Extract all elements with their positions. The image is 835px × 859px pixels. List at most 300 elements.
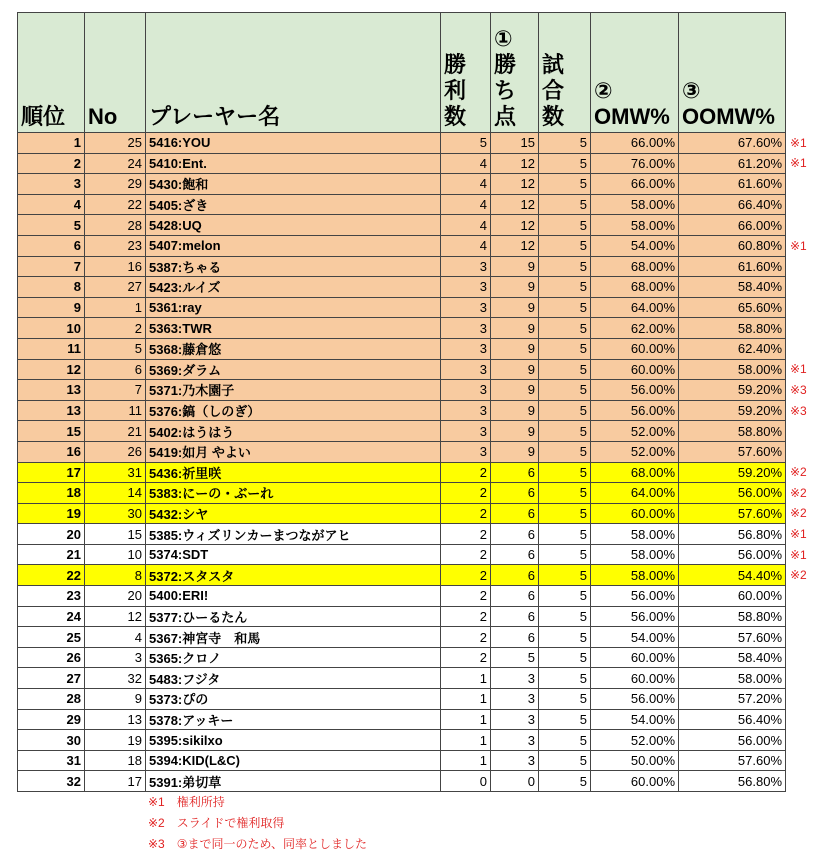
cell-matches: 5: [539, 194, 591, 215]
cell-rank: 13: [18, 400, 85, 421]
cell-note-mark: [786, 606, 826, 627]
cell-rank: 12: [18, 359, 85, 380]
footnote-1: ※1 権利所持: [148, 795, 225, 809]
cell-oomw: 57.60%: [679, 503, 786, 524]
cell-wins: 3: [441, 338, 491, 359]
cell-oomw: 61.60%: [679, 174, 786, 195]
cell-rank: 1: [18, 133, 85, 154]
cell-note-mark: [786, 174, 826, 195]
cell-note-mark: [786, 627, 826, 648]
cell-no: 4: [85, 627, 146, 648]
cell-oomw: 58.00%: [679, 359, 786, 380]
cell-rank: 28: [18, 689, 85, 710]
cell-matches: 5: [539, 235, 591, 256]
cell-no: 7: [85, 380, 146, 401]
cell-rank: 5: [18, 215, 85, 236]
cell-matches: 5: [539, 153, 591, 174]
table-row: [18, 421, 826, 442]
cell-points: 12: [491, 215, 539, 236]
cell-player-name: 5428:UQ: [146, 215, 441, 236]
cell-note-mark: [786, 338, 826, 359]
cell-wins: 3: [441, 359, 491, 380]
cell-oomw: 58.40%: [679, 647, 786, 668]
cell-player-name: 5383:にーの・ぶーれ: [146, 483, 441, 504]
cell-no: 28: [85, 215, 146, 236]
cell-wins: 3: [441, 256, 491, 277]
cell-omw: 54.00%: [591, 235, 679, 256]
table-row: [18, 483, 826, 504]
cell-note-mark: ※1: [786, 133, 826, 154]
cell-player-name: 5378:アッキー: [146, 709, 441, 730]
cell-oomw: 58.00%: [679, 668, 786, 689]
cell-note-mark: [786, 421, 826, 442]
cell-note-mark: ※1: [786, 544, 826, 565]
cell-matches: 5: [539, 462, 591, 483]
table-row: [18, 524, 826, 545]
cell-no: 23: [85, 235, 146, 256]
table-row: [18, 462, 826, 483]
cell-points: 9: [491, 441, 539, 462]
cell-matches: 5: [539, 441, 591, 462]
cell-wins: 3: [441, 277, 491, 298]
cell-player-name: 5373:ぴの: [146, 689, 441, 710]
cell-no: 14: [85, 483, 146, 504]
cell-player-name: 5410:Ent.: [146, 153, 441, 174]
table-row: [18, 380, 826, 401]
cell-wins: 3: [441, 318, 491, 339]
cell-oomw: 67.60%: [679, 133, 786, 154]
cell-rank: 29: [18, 709, 85, 730]
cell-oomw: 56.00%: [679, 730, 786, 751]
table-row: [18, 174, 826, 195]
cell-omw: 56.00%: [591, 689, 679, 710]
table-row: [18, 544, 826, 565]
cell-wins: 4: [441, 153, 491, 174]
cell-omw: 68.00%: [591, 256, 679, 277]
cell-points: 12: [491, 174, 539, 195]
cell-omw: 56.00%: [591, 380, 679, 401]
cell-rank: 9: [18, 297, 85, 318]
cell-wins: 3: [441, 400, 491, 421]
cell-points: 3: [491, 689, 539, 710]
cell-oomw: 59.20%: [679, 380, 786, 401]
cell-oomw: 57.20%: [679, 689, 786, 710]
cell-oomw: 56.00%: [679, 544, 786, 565]
header-omw: ② OMW%: [591, 13, 679, 133]
cell-points: 6: [491, 462, 539, 483]
header-rank: 順位: [18, 13, 85, 133]
cell-oomw: 56.00%: [679, 483, 786, 504]
cell-player-name: 5405:ざき: [146, 194, 441, 215]
table-row: [18, 565, 826, 586]
cell-note-mark: ※2: [786, 483, 826, 504]
cell-matches: 5: [539, 297, 591, 318]
cell-wins: 1: [441, 689, 491, 710]
cell-wins: 4: [441, 194, 491, 215]
cell-rank: 22: [18, 565, 85, 586]
cell-points: 15: [491, 133, 539, 154]
cell-omw: 60.00%: [591, 503, 679, 524]
cell-matches: 5: [539, 483, 591, 504]
cell-player-name: 5416:YOU: [146, 133, 441, 154]
cell-wins: 2: [441, 586, 491, 607]
cell-wins: 2: [441, 544, 491, 565]
cell-note-mark: ※3: [786, 380, 826, 401]
cell-note-mark: ※3: [786, 400, 826, 421]
cell-rank: 27: [18, 668, 85, 689]
cell-note-mark: [786, 771, 826, 792]
cell-points: 6: [491, 586, 539, 607]
table-row: [18, 586, 826, 607]
cell-player-name: 5368:藤倉悠: [146, 338, 441, 359]
header-spacer: [786, 13, 826, 133]
table-row: [18, 627, 826, 648]
cell-no: 19: [85, 730, 146, 751]
cell-oomw: 57.60%: [679, 627, 786, 648]
cell-omw: 60.00%: [591, 338, 679, 359]
cell-no: 31: [85, 462, 146, 483]
header-matches: 試 合 数: [539, 13, 591, 133]
header-points: ① 勝 ち 点: [491, 13, 539, 133]
cell-rank: 15: [18, 421, 85, 442]
cell-no: 26: [85, 441, 146, 462]
cell-wins: 3: [441, 297, 491, 318]
cell-player-name: 5377:ひーるたん: [146, 606, 441, 627]
cell-no: 22: [85, 194, 146, 215]
header-wins: 勝 利 数: [441, 13, 491, 133]
cell-rank: 26: [18, 647, 85, 668]
cell-wins: 0: [441, 771, 491, 792]
cell-note-mark: [786, 709, 826, 730]
cell-points: 9: [491, 421, 539, 442]
cell-omw: 52.00%: [591, 421, 679, 442]
table-row: [18, 750, 826, 771]
cell-points: 5: [491, 647, 539, 668]
cell-wins: 2: [441, 503, 491, 524]
cell-points: 9: [491, 318, 539, 339]
table-row: [18, 338, 826, 359]
cell-omw: 76.00%: [591, 153, 679, 174]
header-no: No: [85, 13, 146, 133]
cell-omw: 60.00%: [591, 668, 679, 689]
cell-no: 1: [85, 297, 146, 318]
cell-rank: 21: [18, 544, 85, 565]
header-oomw: ③ OOMW%: [679, 13, 786, 133]
cell-matches: 5: [539, 318, 591, 339]
cell-note-mark: [786, 256, 826, 277]
header-player-name: プレーヤー名: [146, 13, 441, 133]
cell-note-mark: [786, 689, 826, 710]
cell-omw: 60.00%: [591, 647, 679, 668]
cell-oomw: 60.80%: [679, 235, 786, 256]
table-row: [18, 441, 826, 462]
cell-player-name: 5376:鎬（しのぎ）: [146, 400, 441, 421]
table-row: [18, 689, 826, 710]
cell-points: 9: [491, 297, 539, 318]
cell-no: 6: [85, 359, 146, 380]
cell-player-name: 5385:ウィズリンカーまつながアヒ: [146, 524, 441, 545]
cell-oomw: 57.60%: [679, 750, 786, 771]
cell-no: 20: [85, 586, 146, 607]
cell-rank: 32: [18, 771, 85, 792]
cell-player-name: 5430:飽和: [146, 174, 441, 195]
cell-note-mark: [786, 194, 826, 215]
cell-no: 30: [85, 503, 146, 524]
cell-player-name: 5483:フジタ: [146, 668, 441, 689]
cell-points: 3: [491, 668, 539, 689]
cell-rank: 8: [18, 277, 85, 298]
cell-player-name: 5365:クロノ: [146, 647, 441, 668]
cell-rank: 25: [18, 627, 85, 648]
cell-omw: 64.00%: [591, 483, 679, 504]
table-row: [18, 194, 826, 215]
cell-matches: 5: [539, 380, 591, 401]
cell-player-name: 5432:シヤ: [146, 503, 441, 524]
cell-matches: 5: [539, 565, 591, 586]
cell-wins: 2: [441, 483, 491, 504]
cell-wins: 4: [441, 174, 491, 195]
cell-player-name: 5387:ちゃる: [146, 256, 441, 277]
cell-no: 27: [85, 277, 146, 298]
cell-matches: 5: [539, 647, 591, 668]
table-row: [18, 668, 826, 689]
cell-points: 9: [491, 400, 539, 421]
cell-player-name: 5361:ray: [146, 297, 441, 318]
table-row: [18, 606, 826, 627]
table-row: [18, 256, 826, 277]
cell-no: 24: [85, 153, 146, 174]
cell-note-mark: ※1: [786, 153, 826, 174]
cell-omw: 56.00%: [591, 400, 679, 421]
cell-wins: 2: [441, 524, 491, 545]
cell-matches: 5: [539, 709, 591, 730]
cell-omw: 60.00%: [591, 771, 679, 792]
cell-note-mark: ※1: [786, 235, 826, 256]
cell-omw: 52.00%: [591, 441, 679, 462]
cell-note-mark: [786, 277, 826, 298]
table-row: [18, 215, 826, 236]
cell-player-name: 5367:神宮寺 和馬: [146, 627, 441, 648]
cell-matches: 5: [539, 586, 591, 607]
cell-matches: 5: [539, 668, 591, 689]
cell-wins: 4: [441, 215, 491, 236]
cell-oomw: 66.00%: [679, 215, 786, 236]
cell-wins: 1: [441, 730, 491, 751]
cell-wins: 2: [441, 462, 491, 483]
cell-points: 9: [491, 256, 539, 277]
cell-omw: 54.00%: [591, 709, 679, 730]
table-row: [18, 277, 826, 298]
cell-no: 32: [85, 668, 146, 689]
cell-wins: 1: [441, 750, 491, 771]
table-row: [18, 709, 826, 730]
header-row: [18, 13, 826, 133]
table-row: [18, 771, 826, 792]
cell-player-name: 5419:如月 やよい: [146, 441, 441, 462]
cell-oomw: 59.20%: [679, 462, 786, 483]
table-row: [18, 133, 826, 154]
cell-wins: 4: [441, 235, 491, 256]
cell-note-mark: ※1: [786, 524, 826, 545]
cell-matches: 5: [539, 544, 591, 565]
cell-wins: 2: [441, 606, 491, 627]
cell-player-name: 5363:TWR: [146, 318, 441, 339]
cell-rank: 19: [18, 503, 85, 524]
cell-no: 13: [85, 709, 146, 730]
cell-oomw: 58.80%: [679, 606, 786, 627]
cell-omw: 66.00%: [591, 174, 679, 195]
cell-wins: 2: [441, 647, 491, 668]
cell-matches: 5: [539, 359, 591, 380]
cell-wins: 3: [441, 380, 491, 401]
cell-note-mark: [786, 668, 826, 689]
cell-note-mark: ※1: [786, 359, 826, 380]
cell-player-name: 5407:melon: [146, 235, 441, 256]
cell-oomw: 57.60%: [679, 441, 786, 462]
cell-player-name: 5395:sikilxo: [146, 730, 441, 751]
cell-rank: 18: [18, 483, 85, 504]
cell-omw: 62.00%: [591, 318, 679, 339]
cell-points: 9: [491, 277, 539, 298]
cell-wins: 2: [441, 627, 491, 648]
cell-rank: 11: [18, 338, 85, 359]
cell-points: 6: [491, 503, 539, 524]
footnotes: [148, 792, 367, 855]
cell-matches: 5: [539, 689, 591, 710]
cell-omw: 66.00%: [591, 133, 679, 154]
footnote-3: ※3 ③まで同一のため、同率としました: [148, 837, 368, 851]
cell-points: 12: [491, 235, 539, 256]
cell-omw: 56.00%: [591, 586, 679, 607]
cell-oomw: 58.80%: [679, 421, 786, 442]
cell-points: 6: [491, 606, 539, 627]
cell-no: 2: [85, 318, 146, 339]
cell-points: 9: [491, 380, 539, 401]
cell-omw: 58.00%: [591, 524, 679, 545]
cell-omw: 68.00%: [591, 462, 679, 483]
cell-note-mark: [786, 647, 826, 668]
cell-matches: 5: [539, 256, 591, 277]
cell-note-mark: [786, 750, 826, 771]
cell-rank: 20: [18, 524, 85, 545]
cell-note-mark: [786, 215, 826, 236]
cell-omw: 54.00%: [591, 627, 679, 648]
table-row: [18, 359, 826, 380]
cell-no: 8: [85, 565, 146, 586]
cell-matches: 5: [539, 174, 591, 195]
cell-points: 6: [491, 627, 539, 648]
cell-wins: 2: [441, 565, 491, 586]
table-row: [18, 297, 826, 318]
cell-no: 29: [85, 174, 146, 195]
cell-note-mark: ※2: [786, 565, 826, 586]
cell-omw: 52.00%: [591, 730, 679, 751]
table-row: [18, 153, 826, 174]
cell-matches: 5: [539, 524, 591, 545]
cell-oomw: 56.80%: [679, 771, 786, 792]
cell-note-mark: [786, 730, 826, 751]
cell-points: 9: [491, 338, 539, 359]
cell-matches: 5: [539, 503, 591, 524]
cell-player-name: 5369:ダラム: [146, 359, 441, 380]
cell-matches: 5: [539, 400, 591, 421]
cell-matches: 5: [539, 215, 591, 236]
cell-player-name: 5400:ERI!: [146, 586, 441, 607]
cell-rank: 7: [18, 256, 85, 277]
cell-rank: 6: [18, 235, 85, 256]
cell-rank: 3: [18, 174, 85, 195]
cell-rank: 13: [18, 380, 85, 401]
cell-oomw: 54.40%: [679, 565, 786, 586]
cell-note-mark: [786, 586, 826, 607]
cell-oomw: 62.40%: [679, 338, 786, 359]
cell-note-mark: [786, 441, 826, 462]
cell-matches: 5: [539, 750, 591, 771]
cell-points: 12: [491, 153, 539, 174]
cell-no: 3: [85, 647, 146, 668]
table-row: [18, 235, 826, 256]
cell-rank: 10: [18, 318, 85, 339]
table-row: [18, 730, 826, 751]
cell-points: 3: [491, 709, 539, 730]
cell-points: 6: [491, 524, 539, 545]
standings-table: [17, 12, 826, 792]
cell-no: 11: [85, 400, 146, 421]
cell-oomw: 60.00%: [679, 586, 786, 607]
table-row: [18, 318, 826, 339]
table-row: [18, 400, 826, 421]
cell-rank: 17: [18, 462, 85, 483]
cell-no: 25: [85, 133, 146, 154]
cell-wins: 5: [441, 133, 491, 154]
cell-player-name: 5372:スタスタ: [146, 565, 441, 586]
cell-points: 6: [491, 565, 539, 586]
cell-wins: 1: [441, 668, 491, 689]
cell-points: 12: [491, 194, 539, 215]
cell-no: 21: [85, 421, 146, 442]
cell-oomw: 56.40%: [679, 709, 786, 730]
cell-omw: 58.00%: [591, 194, 679, 215]
table-row: [18, 647, 826, 668]
cell-wins: 3: [441, 441, 491, 462]
cell-matches: 5: [539, 730, 591, 751]
cell-no: 17: [85, 771, 146, 792]
table-row: [18, 503, 826, 524]
cell-matches: 5: [539, 627, 591, 648]
cell-player-name: 5423:ルイズ: [146, 277, 441, 298]
cell-oomw: 66.40%: [679, 194, 786, 215]
cell-points: 6: [491, 544, 539, 565]
cell-oomw: 61.20%: [679, 153, 786, 174]
cell-player-name: 5371:乃木園子: [146, 380, 441, 401]
cell-points: 3: [491, 750, 539, 771]
cell-no: 16: [85, 256, 146, 277]
cell-matches: 5: [539, 421, 591, 442]
cell-no: 9: [85, 689, 146, 710]
cell-no: 10: [85, 544, 146, 565]
cell-oomw: 61.60%: [679, 256, 786, 277]
cell-oomw: 59.20%: [679, 400, 786, 421]
cell-rank: 30: [18, 730, 85, 751]
cell-rank: 4: [18, 194, 85, 215]
cell-omw: 58.00%: [591, 565, 679, 586]
cell-player-name: 5374:SDT: [146, 544, 441, 565]
cell-rank: 16: [18, 441, 85, 462]
cell-matches: 5: [539, 133, 591, 154]
cell-player-name: 5394:KID(L&C): [146, 750, 441, 771]
cell-omw: 60.00%: [591, 359, 679, 380]
cell-player-name: 5436:祈里咲: [146, 462, 441, 483]
